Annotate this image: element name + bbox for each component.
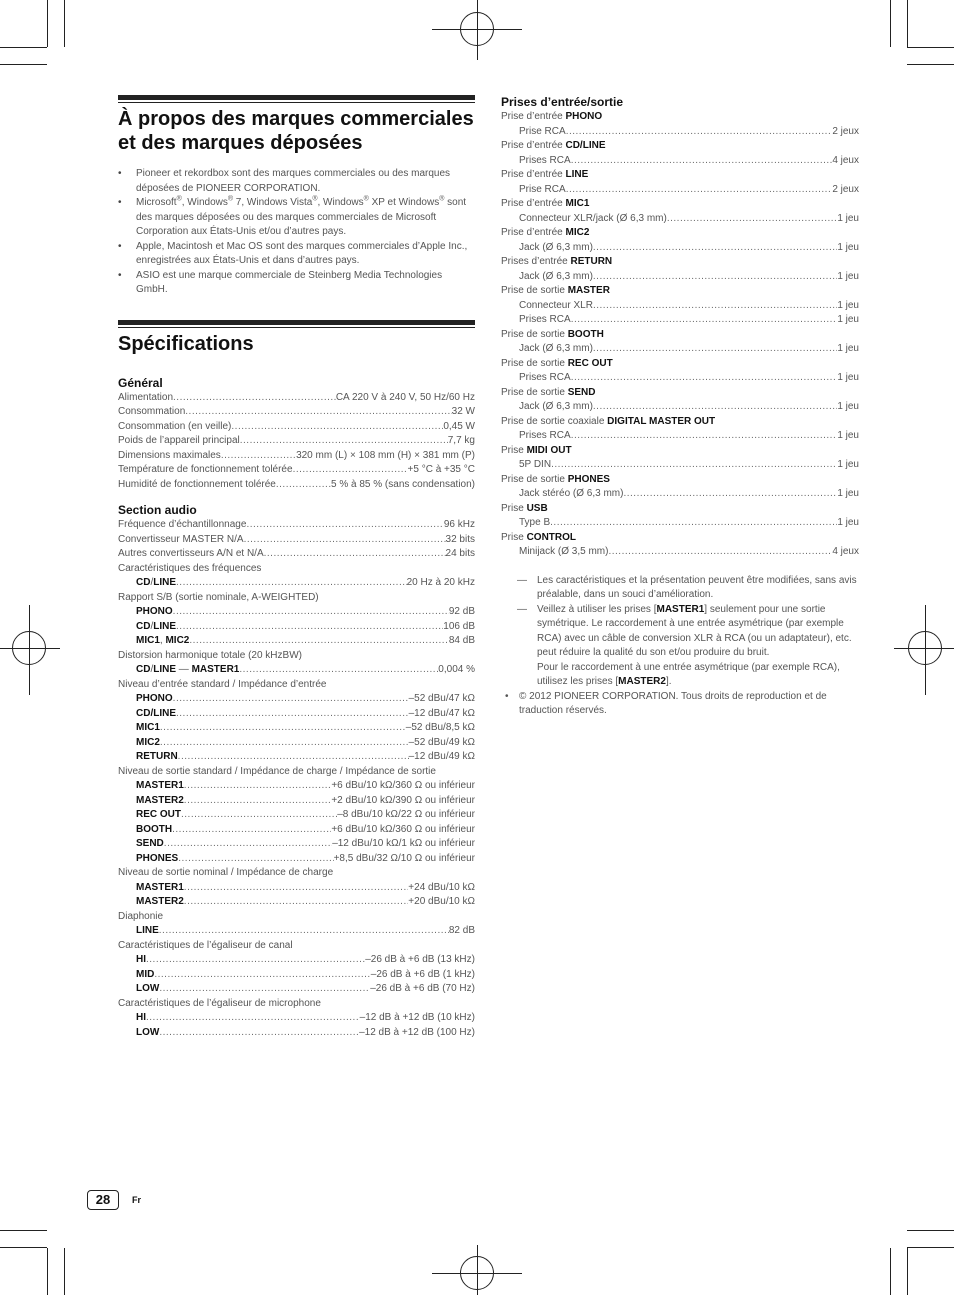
spec-value: –12 dBu/10 kΩ/1 kΩ ou inférieur	[332, 838, 475, 849]
crop-mark	[907, 1247, 954, 1248]
spec-label: Poids de l’appareil principal	[118, 435, 240, 446]
dot-leader	[181, 808, 337, 823]
spec-label: PHONO	[136, 693, 173, 704]
spec-value: –26 dB à +6 dB (1 kHz)	[370, 968, 475, 980]
registration-line	[0, 648, 60, 649]
spec-value: +5 °C à +35 °C	[407, 464, 475, 475]
spec-value: +6 dBu/10 kΩ/360 Ω ou inférieur	[331, 823, 475, 835]
spec-row	[501, 299, 859, 314]
spec-subtitle: Niveau de sortie standard / Impédance de charge / Impédance de sortie	[118, 765, 436, 777]
spec-value: 1 jeu	[837, 241, 859, 253]
dot-leader	[185, 405, 451, 420]
spec-label: MASTER1	[136, 780, 184, 791]
spec-value: –26 dB à +6 dB (13 kHz)	[365, 954, 475, 965]
spec-label: Prises RCA	[519, 372, 571, 383]
crop-mark	[907, 1248, 908, 1295]
spec-row	[501, 154, 859, 169]
io-group-title: Prise d’entrée PHONO	[501, 111, 603, 122]
io-group-title: Prise d’entrée MIC1	[501, 198, 590, 209]
spec-value: 2 jeux	[832, 125, 859, 137]
spec-label: Alimentation	[118, 391, 174, 403]
spec-row	[118, 968, 475, 983]
dot-leader	[667, 212, 837, 227]
spec-value: +6 dBu/10 kΩ/360 Ω ou inférieur	[331, 780, 475, 791]
spec-row	[501, 458, 859, 473]
spec-value: 7,7 kg	[447, 435, 475, 446]
registration-line	[29, 605, 30, 695]
spec-row	[118, 463, 475, 478]
spec-label: MIC2	[136, 736, 160, 748]
trademark-item: • Apple, Macintosh et Mac OS sont des marques commerciales d’Apple Inc., enregistrées aux États-Unis et dans d’autres pays.	[118, 240, 475, 269]
io-heading: Prises d’entrée/sortie	[501, 95, 624, 109]
specifications-title: Spécifications	[118, 332, 254, 355]
spec-row	[118, 750, 475, 765]
spec-value: 1 jeu	[837, 430, 859, 441]
dot-leader	[160, 721, 406, 736]
language-code: Fr	[132, 1195, 141, 1205]
spec-value: 1 jeu	[837, 314, 859, 325]
spec-value: +8,5 dBu/32 Ω/10 Ω ou inférieur	[333, 852, 475, 864]
spec-label: Jack (Ø 6,3 mm)	[519, 343, 593, 354]
section-rule	[118, 95, 475, 103]
spec-row	[118, 405, 475, 420]
spec-row	[118, 924, 475, 939]
crop-mark	[890, 0, 891, 47]
io-spec-list	[501, 110, 859, 560]
io-group-title: Prise d’entrée MIC2	[501, 227, 590, 238]
spec-row	[118, 736, 475, 751]
spec-value: 1 jeu	[837, 343, 859, 354]
crop-mark	[0, 1247, 47, 1248]
spec-label: Connecteur XLR	[519, 299, 593, 311]
spec-label: Dimensions maximales	[118, 449, 221, 461]
spec-row	[118, 391, 475, 406]
io-group-title: Prises d’entrée RETURN	[501, 256, 613, 267]
io-group-title: Prise de sortie REC OUT	[501, 357, 613, 369]
crop-mark	[907, 47, 954, 48]
dot-leader	[178, 852, 333, 867]
spec-value: –12 dB à +12 dB (100 Hz)	[359, 1026, 475, 1038]
spec-label: Température de fonctionnement tolérée	[118, 464, 293, 475]
crop-mark	[890, 1248, 891, 1295]
io-group-title: Prise de sortie coaxiale DIGITAL MASTER OUT	[501, 415, 716, 427]
spec-value: 1 jeu	[837, 372, 859, 383]
spec-row	[118, 953, 475, 968]
spec-value: 0,45 W	[443, 420, 475, 432]
dot-leader	[184, 895, 409, 910]
dot-leader	[593, 270, 837, 285]
io-group-title: Prise d’entrée LINE	[501, 169, 589, 180]
spec-value: 1 jeu	[837, 459, 859, 470]
trademark-item: • Microsoft®, Windows® 7, Windows Vista®, Windows® XP et Windows® sont des marques déposées ou des marques commerciales de Microsoft Corporation aux États-Unis et/ou d’autres pays.	[118, 196, 475, 240]
spec-label: CD/LINE	[136, 707, 176, 719]
spec-value: –12 dB à +12 dB (10 kHz)	[359, 1012, 475, 1023]
general-spec-list	[118, 391, 475, 493]
spec-row: MIC1, MIC2 ..... 84 dB	[118, 634, 475, 649]
spec-value: 1 jeu	[837, 270, 859, 282]
dot-leader	[160, 736, 409, 751]
spec-label: MASTER1	[136, 881, 184, 893]
spec-value: 1 jeu	[837, 401, 859, 412]
crop-mark	[907, 64, 954, 65]
note-item: — Veillez à utiliser les prises [MASTER1] seulement pour une sortie symétrique. Le raccordement à une entrée asymétrique (par exemple RCA) avec un câble de conversion XLR à RCA (ou un adaptateur), etc. peut réduire la qualité du son et/ou produire du bruit. Pour le raccordement à une entrée asymétrique (par exemple RCA), utilisez les prises [MASTER2].	[517, 603, 852, 687]
spec-label: MIC1	[136, 722, 160, 733]
dot-leader	[164, 837, 332, 852]
spec-label: HI	[136, 1012, 146, 1023]
dot-leader	[276, 478, 331, 493]
spec-label: Jack (Ø 6,3 mm)	[519, 401, 593, 412]
dot-leader	[593, 400, 837, 415]
spec-value: –12 dBu/49 kΩ	[408, 751, 475, 762]
dot-leader	[293, 463, 408, 478]
spec-label: HI	[136, 954, 146, 965]
spec-value: 1 jeu	[837, 212, 859, 224]
spec-label: Jack stéréo (Ø 6,3 mm)	[519, 488, 624, 499]
spec-label: REC OUT	[136, 809, 181, 820]
spec-value: 320 mm (L) × 108 mm (H) × 381 mm (P)	[296, 449, 475, 461]
left-column	[118, 95, 475, 1040]
spec-row	[118, 420, 475, 435]
dot-leader	[623, 487, 837, 502]
spec-label: Consommation (en veille)	[118, 420, 232, 432]
spec-label: Consommation	[118, 406, 186, 417]
spec-value: +24 dBu/10 kΩ	[408, 881, 475, 893]
section-rule	[118, 320, 475, 328]
spec-value: CA 220 V à 240 V, 50 Hz/60 Hz	[335, 391, 475, 403]
spec-row	[501, 487, 859, 502]
io-group-title: Prise de sortie SEND	[501, 386, 596, 398]
spec-row	[118, 794, 475, 809]
crop-mark	[47, 1248, 48, 1295]
spec-label: LOW	[136, 983, 160, 994]
spec-row	[501, 183, 859, 198]
spec-value: 82 dB	[448, 925, 475, 936]
dot-leader	[571, 429, 838, 444]
io-group-title: Prise d’entrée CD/LINE	[501, 140, 606, 151]
spec-label: MASTER2	[136, 794, 184, 806]
spec-row	[118, 692, 475, 707]
spec-row	[118, 449, 475, 464]
spec-row: Convertisseur MASTER N/A ..... 32 bits	[118, 533, 475, 548]
spec-subtitle: Caractéristiques de l’égaliseur de microphone	[118, 997, 321, 1009]
trademarks-title: À propos des marques commerciales et des marques déposées	[118, 108, 474, 154]
io-group-title: Prise de sortie PHONES	[501, 473, 610, 485]
spec-row	[501, 371, 859, 386]
spec-row	[501, 270, 859, 285]
audio-heading: Section audio	[118, 503, 197, 517]
dot-leader	[159, 982, 370, 997]
io-group-title: Prise de sortie MASTER	[501, 285, 610, 296]
spec-row	[501, 516, 859, 531]
dot-leader	[571, 313, 838, 328]
spec-label: Prises RCA	[519, 430, 571, 441]
crop-mark	[0, 1230, 47, 1231]
registration-line	[925, 605, 926, 695]
spec-label: PHONES	[136, 852, 179, 864]
spec-label: Minijack (Ø 3,5 mm)	[519, 546, 609, 557]
dot-leader	[173, 692, 409, 707]
spec-value: 5 % à 85 % (sans condensation)	[331, 478, 475, 490]
spec-row	[501, 212, 859, 227]
spec-value: 1 jeu	[837, 488, 859, 499]
mic-eq-list	[118, 1011, 475, 1040]
registration-line	[477, 1245, 478, 1295]
dot-leader	[571, 371, 838, 386]
dot-leader	[593, 342, 837, 357]
page-number: 28	[87, 1190, 119, 1210]
spec-row	[118, 837, 475, 852]
dot-leader	[159, 924, 449, 939]
note-item: — Les caractéristiques et la présentation peuvent être modifiées, sans avis préalable, dans un souci d’amélioration.	[517, 574, 857, 600]
io-group-title: Prise MIDI OUT	[501, 444, 572, 456]
spec-row	[118, 881, 475, 896]
spec-row	[501, 342, 859, 357]
spec-value: +2 dBu/10 kΩ/390 Ω ou inférieur	[331, 794, 475, 806]
crop-mark	[907, 1230, 954, 1231]
spec-row	[118, 982, 475, 997]
spec-label: Prises RCA	[519, 154, 571, 166]
spec-subtitle: Diaphonie	[118, 910, 164, 922]
spec-label: SEND	[136, 838, 164, 849]
dot-leader	[566, 125, 833, 140]
spec-row	[501, 545, 859, 560]
spec-row	[118, 707, 475, 722]
dot-leader	[240, 434, 448, 449]
spec-row: PHONO ..... 92 dB	[118, 605, 475, 620]
spec-row	[501, 400, 859, 415]
dot-leader	[593, 299, 837, 314]
spec-subtitle: Niveau d’entrée standard / Impédance d’entrée	[118, 678, 327, 690]
dot-leader	[221, 449, 296, 464]
dot-leader	[551, 458, 837, 473]
spec-label: Type B	[519, 517, 551, 528]
registration-line	[894, 648, 954, 649]
dot-leader	[566, 183, 833, 198]
spec-row	[118, 852, 475, 867]
crop-mark	[0, 64, 47, 65]
right-column	[501, 95, 859, 719]
spec-value: 4 jeux	[832, 546, 859, 557]
spec-row	[118, 779, 475, 794]
spec-value: –52 dBu/8,5 kΩ	[405, 722, 475, 733]
dot-leader	[172, 823, 331, 838]
spec-label: RETURN	[136, 751, 178, 762]
dot-leader	[184, 794, 332, 809]
dot-leader	[184, 779, 332, 794]
spec-row	[118, 808, 475, 823]
dot-leader	[593, 241, 837, 256]
spec-subtitle: Distorsion harmonique totale (20 kHzBW)	[118, 649, 302, 661]
spec-subtitle: Rapport S/B (sortie nominale, A-WEIGHTED)	[118, 591, 319, 603]
dot-leader	[154, 968, 370, 983]
spec-value: +20 dBu/10 kΩ	[408, 896, 475, 907]
spec-label: MASTER2	[136, 896, 184, 907]
spec-row	[501, 429, 859, 444]
crop-mark	[64, 1248, 65, 1295]
spec-value: –8 dBu/10 kΩ/22 Ω ou inférieur	[337, 809, 475, 820]
dot-leader	[173, 391, 336, 406]
dot-leader	[176, 707, 409, 722]
spec-label: Prises RCA	[519, 314, 571, 325]
general-heading: Général	[118, 375, 163, 390]
spec-row	[118, 721, 475, 736]
spec-row: Fréquence d’échantillonnage ..... 96 kHz	[118, 518, 475, 533]
input-level-list	[118, 692, 475, 765]
output-level-list	[118, 779, 475, 866]
spec-value: 1 jeu	[837, 517, 859, 528]
io-group-title: Prise de sortie BOOTH	[501, 328, 604, 340]
spec-value: –52 dBu/47 kΩ	[408, 693, 475, 704]
crosstalk-list	[118, 924, 475, 939]
trademark-list	[118, 167, 475, 298]
spec-label: MID	[136, 968, 155, 980]
spec-subtitle: Caractéristiques de l’égaliseur de canal	[118, 939, 293, 951]
spec-row	[501, 125, 859, 140]
spec-row	[118, 1026, 475, 1041]
crop-mark	[64, 0, 65, 47]
spec-value: –26 dB à +6 dB (70 Hz)	[370, 983, 475, 994]
spec-row	[118, 895, 475, 910]
channel-eq-list	[118, 953, 475, 997]
spec-row: CD/LINE ..... 106 dB	[118, 620, 475, 635]
spec-row	[118, 1011, 475, 1026]
spec-label: BOOTH	[136, 823, 173, 835]
spec-row: CD/LINE ..... 20 Hz à 20 kHz	[118, 576, 475, 591]
crop-mark	[907, 0, 908, 47]
dot-leader	[159, 1026, 359, 1041]
spec-label: Jack (Ø 6,3 mm)	[519, 241, 593, 253]
io-group-title: Prise USB	[501, 502, 548, 514]
spec-subtitle: Caractéristiques des fréquences	[118, 562, 262, 574]
spec-label: Humidité de fonctionnement tolérée	[118, 478, 276, 490]
spec-value: –52 dBu/49 kΩ	[408, 736, 475, 748]
crop-mark	[0, 47, 47, 48]
spec-label: 5P DIN	[519, 459, 552, 470]
dot-leader	[146, 1011, 360, 1026]
dot-leader	[146, 953, 365, 968]
spec-value: 4 jeux	[832, 154, 859, 166]
crop-mark	[47, 0, 48, 47]
dot-leader	[571, 154, 833, 169]
dot-leader	[184, 881, 409, 896]
dot-leader	[178, 750, 409, 765]
spec-value: 32 W	[451, 406, 475, 417]
dot-leader	[608, 545, 832, 560]
spec-label: Jack (Ø 6,3 mm)	[519, 270, 593, 282]
nominal-level-list	[118, 881, 475, 910]
spec-row: CD/LINE — MASTER1 ..... 0,004 %	[118, 663, 475, 678]
spec-label: Prise RCA	[519, 183, 566, 195]
trademark-item: • Pioneer et rekordbox sont des marques commerciales ou des marques déposées de PIONEER CORPORATION.	[118, 167, 475, 196]
dot-leader	[231, 420, 443, 435]
spec-label: Connecteur XLR/jack (Ø 6,3 mm)	[519, 212, 667, 224]
spec-value: 2 jeux	[832, 183, 859, 195]
spec-row	[118, 434, 475, 449]
spec-value: –12 dBu/47 kΩ	[408, 707, 475, 719]
registration-line	[477, 0, 478, 60]
spec-label: Prise RCA	[519, 125, 566, 137]
copyright-note: • © 2012 PIONEER CORPORATION. Tous droits de reproduction et de traduction réservés.	[505, 690, 827, 716]
trademark-item: • ASIO est une marque commerciale de Steinberg Media Technologies GmbH.	[118, 269, 475, 298]
spec-subtitle: Niveau de sortie nominal / Impédance de charge	[118, 867, 334, 878]
io-group-title: Prise CONTROL	[501, 531, 577, 543]
spec-row	[501, 241, 859, 256]
spec-value: 1 jeu	[837, 299, 859, 311]
spec-row	[118, 478, 475, 493]
spec-label: LINE	[136, 925, 159, 936]
spec-row	[118, 823, 475, 838]
spec-label: LOW	[136, 1026, 160, 1038]
spec-row	[501, 313, 859, 328]
spec-row: Autres convertisseurs A/N et N/A ..... 24 bits	[118, 547, 475, 562]
dot-leader	[550, 516, 837, 531]
